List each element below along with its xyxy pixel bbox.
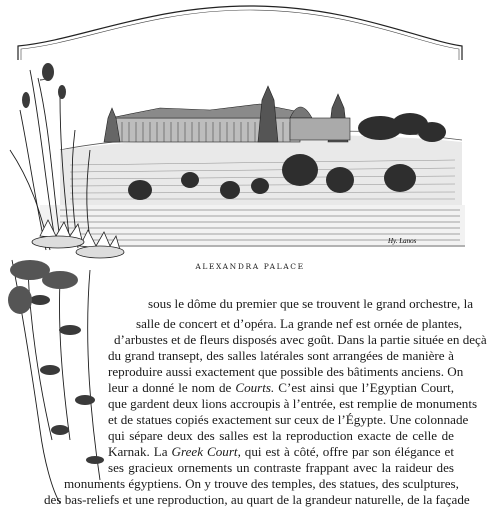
engraving-arch-frame [18,6,462,60]
text-line: Karnak. La Greek Court, qui est à côté, offre par son élégance et [108,444,455,459]
text-line: que gardent deux lions accroupis à l’entrée, est remplie de monuments [108,396,478,411]
text-line: reproduire aussi exactement que possible des bâtiments anciens. On [108,364,464,379]
text-line: et de statues copiés exactement sur ceux de l’Égypte. Une colonnade [108,412,469,427]
text-line: sous le dôme du premier que se trouvent le grand orchestre, la [148,296,474,311]
illustration-caption: ALEXANDRA PALACE [195,262,305,271]
engraver-signature: Hy. Lanos [388,237,417,245]
text-line: leur a donné le nom de Courts. C’est ainsi que l’Egyptian Court, [108,380,454,395]
text-line: des bas-reliefs et une reproduction, au quart de la grandeur naturelle, de la façade [44,492,470,507]
text-line: qui sépare deux des salles est la reproduction exacte de celle de [108,428,454,443]
text-line: monuments égyptiens. On y trouve des temples, des statues, des sculptures, [64,476,459,491]
palace-building [104,86,350,142]
text-line: ses gracieux ornements un contraste frappant avec la raideur des [108,460,454,475]
text-line: salle de concert et d’opéra. La grande nef est ornée de plantes, [136,316,463,331]
text-line: d’arbustes et de fleurs disposés avec goût. Dans la partie située en deçà [114,332,487,347]
text-line: du grand transept, des salles latérales sont arrangées de manière à [108,348,454,363]
